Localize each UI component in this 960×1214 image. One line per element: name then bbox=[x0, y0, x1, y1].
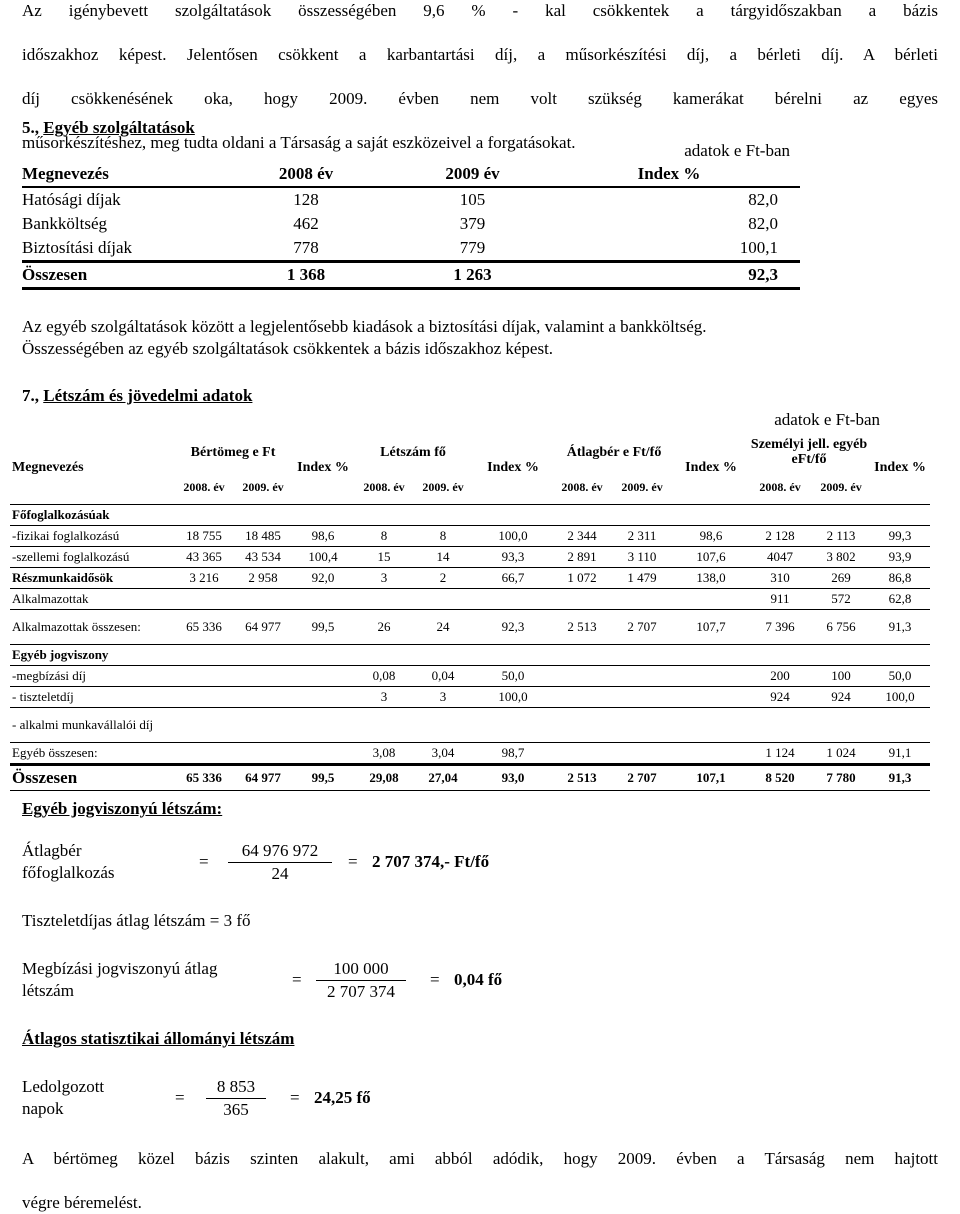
table-row bbox=[22, 187, 800, 212]
headcount-rows-main bbox=[10, 525, 930, 644]
cell bbox=[554, 588, 610, 609]
cell: 92,3 bbox=[560, 262, 800, 289]
formula-label bbox=[22, 958, 217, 1002]
cell bbox=[610, 742, 674, 764]
header-index: Index % bbox=[674, 432, 748, 504]
cell bbox=[674, 686, 748, 707]
cell: 3 216 bbox=[174, 567, 234, 588]
cell bbox=[292, 707, 354, 742]
cell: 924 bbox=[748, 686, 812, 707]
section-heading: Egyéb szolgáltatások bbox=[43, 118, 195, 137]
cell: 64 977 bbox=[234, 764, 292, 790]
cell bbox=[174, 588, 234, 609]
section-5-unit: adatok e Ft-ban bbox=[684, 141, 790, 160]
intro-line: időszakhoz képest. Jelentősen csökkent a karbantartási díj, a műsorkészítési díj, a bérleti díj. A bérleti bbox=[22, 45, 938, 64]
cell bbox=[174, 707, 234, 742]
fraction bbox=[228, 840, 332, 885]
cell: 100,0 bbox=[472, 525, 554, 546]
equals-sign: = bbox=[290, 1088, 300, 1107]
cell bbox=[472, 588, 554, 609]
group-label: Főfoglalkozásúak bbox=[10, 504, 930, 525]
cell: 1 024 bbox=[812, 742, 870, 764]
cell bbox=[554, 707, 610, 742]
row-label: Összesen bbox=[22, 262, 227, 289]
table-row bbox=[10, 546, 930, 567]
formula-result: 0,04 fő bbox=[454, 970, 503, 989]
cell: 8 bbox=[414, 525, 472, 546]
header-megnevezes: Megnevezés bbox=[10, 432, 174, 504]
table-row bbox=[10, 588, 930, 609]
cell: 100,0 bbox=[870, 686, 930, 707]
cell: 2 958 bbox=[234, 567, 292, 588]
header-2009: 2009. év bbox=[812, 472, 870, 504]
header-2008: 2008. év bbox=[554, 472, 610, 504]
cell bbox=[610, 686, 674, 707]
cell: 92,3 bbox=[472, 609, 554, 644]
cell: 128 bbox=[293, 190, 319, 209]
header-atlagber: Átlagbér e Ft/fő bbox=[566, 444, 662, 460]
cell: 1 124 bbox=[748, 742, 812, 764]
numerator: 100 000 bbox=[316, 958, 406, 981]
numerator: 8 853 bbox=[206, 1076, 266, 1099]
header-szemelyi: Személyi jell. egyéb eFt/fő bbox=[750, 437, 868, 467]
equals-sign: = bbox=[430, 970, 440, 989]
paragraph-line: végre béremelést. bbox=[22, 1193, 142, 1212]
cell: 82,0 bbox=[748, 214, 778, 233]
paragraph-line: Összességében az egyéb szolgáltatások csökkentek a bázis időszakhoz képest. bbox=[22, 339, 554, 358]
cell: 15 bbox=[354, 546, 414, 567]
header-row bbox=[10, 432, 930, 472]
cell: 2 128 bbox=[748, 525, 812, 546]
label-line: főfoglalkozás bbox=[22, 863, 115, 882]
cell: 7 396 bbox=[748, 609, 812, 644]
header-cell: 2009 év bbox=[385, 162, 560, 187]
fraction bbox=[316, 958, 406, 1003]
cell: 26 bbox=[354, 609, 414, 644]
cell: 86,8 bbox=[870, 567, 930, 588]
cell: 4047 bbox=[748, 546, 812, 567]
section-5-paragraph bbox=[22, 316, 938, 360]
row-label: Összesen bbox=[10, 764, 174, 790]
cell: 924 bbox=[812, 686, 870, 707]
cell: 1 263 bbox=[385, 262, 560, 289]
cell: 29,08 bbox=[354, 764, 414, 790]
closing-paragraph bbox=[22, 1148, 938, 1214]
cell: 2 707 bbox=[610, 764, 674, 790]
services-table bbox=[22, 162, 800, 290]
section-7-title bbox=[22, 386, 252, 406]
cell: 779 bbox=[459, 238, 486, 257]
cell: 93,0 bbox=[472, 764, 554, 790]
header-index: Index % bbox=[292, 432, 354, 504]
cell bbox=[554, 742, 610, 764]
cell bbox=[174, 686, 234, 707]
cell: 6 756 bbox=[812, 609, 870, 644]
cell bbox=[174, 742, 234, 764]
cell bbox=[234, 665, 292, 686]
heading-text: Egyéb jogviszonyú létszám: bbox=[22, 799, 223, 818]
cell: 105 bbox=[459, 190, 486, 209]
table-row bbox=[22, 212, 800, 236]
cell: 1 072 bbox=[554, 567, 610, 588]
cell: 3 bbox=[414, 686, 472, 707]
intro-line: díj csökkenésének oka, hogy 2009. évben nem volt szükség kamerákat bérelni az egyes bbox=[22, 89, 938, 108]
cell: 27,04 bbox=[414, 764, 472, 790]
cell: 91,3 bbox=[870, 764, 930, 790]
row-label: Alkalmazottak összesen: bbox=[10, 609, 174, 644]
cell bbox=[354, 588, 414, 609]
cell: 269 bbox=[812, 567, 870, 588]
cell: 65 336 bbox=[174, 609, 234, 644]
section-number: 5., bbox=[22, 118, 39, 137]
cell: 66,7 bbox=[472, 567, 554, 588]
cell: 93,3 bbox=[472, 546, 554, 567]
cell: 0,04 bbox=[414, 665, 472, 686]
cell: 3 bbox=[354, 567, 414, 588]
cell bbox=[234, 588, 292, 609]
cell bbox=[234, 707, 292, 742]
cell bbox=[292, 665, 354, 686]
cell: 98,6 bbox=[674, 525, 748, 546]
equals-sign: = bbox=[199, 852, 209, 871]
table-total-row bbox=[22, 262, 800, 289]
intro-line: Az igénybevett szolgáltatások összességében 9,6 % - kal csökkentek a tárgyidőszakban a bázis bbox=[22, 1, 938, 20]
headcount-table bbox=[10, 432, 930, 791]
intro-line: műsorkészítéshez, meg tudta oldani a Társaság a saját eszközeivel a forgatásokat. bbox=[22, 133, 576, 152]
header-2009: 2009. év bbox=[414, 472, 472, 504]
cell: 2 513 bbox=[554, 764, 610, 790]
label-line: létszám bbox=[22, 981, 74, 1000]
label-line: Ledolgozott bbox=[22, 1077, 105, 1096]
cell: 379 bbox=[459, 214, 486, 233]
cell: 43 365 bbox=[174, 546, 234, 567]
cell: 92,0 bbox=[292, 567, 354, 588]
header-2008: 2008. év bbox=[354, 472, 414, 504]
headcount-total-row bbox=[10, 764, 930, 790]
cell: 18 755 bbox=[174, 525, 234, 546]
cell bbox=[554, 686, 610, 707]
cell: 572 bbox=[812, 588, 870, 609]
group-row bbox=[10, 504, 930, 525]
cell bbox=[414, 588, 472, 609]
cell: 98,6 bbox=[292, 525, 354, 546]
table-header-row bbox=[22, 162, 800, 187]
row-label: Alkalmazottak bbox=[10, 588, 174, 609]
row-label: Hatósági díjak bbox=[22, 190, 121, 209]
cell bbox=[610, 588, 674, 609]
cell: 462 bbox=[293, 214, 319, 233]
cell: 91,1 bbox=[870, 742, 930, 764]
cell bbox=[554, 665, 610, 686]
table-row bbox=[10, 525, 930, 546]
cell bbox=[610, 707, 674, 742]
cell bbox=[472, 707, 554, 742]
section-number: 7., bbox=[22, 386, 39, 405]
row-label: - alkalmi munkavállalói díj bbox=[10, 707, 174, 742]
cell bbox=[674, 588, 748, 609]
formula-heading bbox=[22, 798, 222, 820]
table-row bbox=[10, 665, 930, 686]
label-line: Megbízási jogviszonyú átlag bbox=[22, 959, 218, 978]
header-index: Index % bbox=[472, 432, 554, 504]
cell: 0,08 bbox=[354, 665, 414, 686]
cell bbox=[292, 686, 354, 707]
row-label: Egyéb összesen: bbox=[10, 742, 174, 764]
cell: 91,3 bbox=[870, 609, 930, 644]
cell: 138,0 bbox=[674, 567, 748, 588]
cell: 107,1 bbox=[674, 764, 748, 790]
cell bbox=[812, 707, 870, 742]
cell bbox=[234, 686, 292, 707]
cell: 2 513 bbox=[554, 609, 610, 644]
equals-sign: = bbox=[348, 852, 358, 871]
heading-text: Átlagos statisztikai állományi létszám bbox=[22, 1029, 295, 1048]
header-letszam: Létszám fő bbox=[380, 444, 446, 460]
cell: 200 bbox=[748, 665, 812, 686]
formula-text: Tiszteletdíjas átlag létszám = 3 fő bbox=[22, 911, 251, 930]
equals-sign: = bbox=[175, 1088, 185, 1107]
header-cell: Index % bbox=[560, 162, 800, 187]
label-line: napok bbox=[22, 1099, 64, 1118]
fraction bbox=[206, 1076, 266, 1121]
group-label: Egyéb jogviszony bbox=[10, 644, 930, 665]
cell: 911 bbox=[748, 588, 812, 609]
denominator: 2 707 374 bbox=[327, 982, 395, 1001]
table-row bbox=[22, 236, 800, 262]
cell bbox=[674, 707, 748, 742]
formula-label bbox=[22, 840, 115, 884]
header-bertomeg: Bértömeg e Ft bbox=[190, 444, 276, 460]
cell: 65 336 bbox=[174, 764, 234, 790]
cell bbox=[748, 707, 812, 742]
cell: 1 368 bbox=[227, 262, 385, 289]
section-7-unit: adatok e Ft-ban bbox=[774, 410, 880, 429]
cell: 107,6 bbox=[674, 546, 748, 567]
cell: 100,4 bbox=[292, 546, 354, 567]
formula-result: 2 707 374,- Ft/fő bbox=[372, 852, 490, 871]
header-2009: 2009. év bbox=[234, 472, 292, 504]
cell: 18 485 bbox=[234, 525, 292, 546]
cell bbox=[674, 665, 748, 686]
row-label: -szellemi foglalkozású bbox=[10, 546, 174, 567]
header-2008: 2008. év bbox=[174, 472, 234, 504]
formula-result: 24,25 fő bbox=[314, 1088, 371, 1107]
cell: 3,04 bbox=[414, 742, 472, 764]
cell: 7 780 bbox=[812, 764, 870, 790]
cell: 43 534 bbox=[234, 546, 292, 567]
cell: 2 891 bbox=[554, 546, 610, 567]
cell: 93,9 bbox=[870, 546, 930, 567]
cell: 14 bbox=[414, 546, 472, 567]
denominator: 365 bbox=[223, 1100, 249, 1119]
cell bbox=[870, 707, 930, 742]
cell: 24 bbox=[414, 609, 472, 644]
cell: 98,7 bbox=[472, 742, 554, 764]
cell: 3,08 bbox=[354, 742, 414, 764]
cell: 50,0 bbox=[870, 665, 930, 686]
cell: 2 311 bbox=[610, 525, 674, 546]
cell: 8 520 bbox=[748, 764, 812, 790]
formula-label bbox=[22, 1076, 104, 1120]
cell: 100 bbox=[812, 665, 870, 686]
cell: 50,0 bbox=[472, 665, 554, 686]
paragraph-line: A bértömeg közel bázis szinten alakult, ami abból adódik, hogy 2009. évben a Társaság nem hajtott bbox=[22, 1149, 938, 1168]
table-row bbox=[10, 742, 930, 764]
section-5-title bbox=[22, 118, 195, 138]
cell bbox=[414, 707, 472, 742]
cell bbox=[674, 742, 748, 764]
cell: 8 bbox=[354, 525, 414, 546]
group-row bbox=[10, 644, 930, 665]
row-label: -fizikai foglalkozású bbox=[10, 525, 174, 546]
header-cell: Megnevezés bbox=[22, 162, 227, 187]
cell: 99,5 bbox=[292, 764, 354, 790]
cell: 778 bbox=[293, 238, 319, 257]
headcount-rows-other bbox=[10, 665, 930, 764]
row-label: Biztosítási díjak bbox=[22, 238, 133, 257]
cell bbox=[174, 665, 234, 686]
cell: 62,8 bbox=[870, 588, 930, 609]
table-row bbox=[10, 686, 930, 707]
header-cell: 2008 év bbox=[227, 162, 385, 187]
cell: 3 802 bbox=[812, 546, 870, 567]
paragraph-line: Az egyéb szolgáltatások között a legjelentősebb kiadások a biztosítási díjak, valamint a bankköltség. bbox=[22, 317, 707, 336]
cell: 3 bbox=[354, 686, 414, 707]
cell: 107,7 bbox=[674, 609, 748, 644]
table-row bbox=[10, 567, 930, 588]
row-label: Részmunkaidősök bbox=[10, 567, 174, 588]
header-2008: 2008. év bbox=[748, 472, 812, 504]
cell bbox=[234, 742, 292, 764]
cell bbox=[354, 707, 414, 742]
cell: 2 707 bbox=[610, 609, 674, 644]
cell: 64 977 bbox=[234, 609, 292, 644]
numerator: 64 976 972 bbox=[228, 840, 332, 863]
section-heading: Létszám és jövedelmi adatok bbox=[43, 386, 253, 405]
header-2009: 2009. év bbox=[610, 472, 674, 504]
table-row bbox=[10, 609, 930, 644]
cell bbox=[292, 588, 354, 609]
cell: 1 479 bbox=[610, 567, 674, 588]
cell: 100,1 bbox=[739, 238, 778, 257]
cell: 99,5 bbox=[292, 609, 354, 644]
label-line: Átlagbér bbox=[22, 841, 82, 860]
table-row bbox=[10, 707, 930, 742]
header-index: Index % bbox=[870, 432, 930, 504]
cell: 3 110 bbox=[610, 546, 674, 567]
cell: 310 bbox=[748, 567, 812, 588]
cell bbox=[610, 665, 674, 686]
denominator: 24 bbox=[271, 864, 289, 883]
formula-heading bbox=[22, 1028, 294, 1050]
cell: 2 113 bbox=[812, 525, 870, 546]
row-label: -megbízási díj bbox=[10, 665, 174, 686]
cell bbox=[292, 742, 354, 764]
row-label: Bankköltség bbox=[22, 214, 107, 233]
equals-sign: = bbox=[292, 970, 302, 989]
cell: 100,0 bbox=[472, 686, 554, 707]
cell: 82,0 bbox=[748, 190, 778, 209]
cell: 2 344 bbox=[554, 525, 610, 546]
cell: 2 bbox=[414, 567, 472, 588]
cell: 99,3 bbox=[870, 525, 930, 546]
row-label: - tiszteletdíj bbox=[10, 686, 174, 707]
